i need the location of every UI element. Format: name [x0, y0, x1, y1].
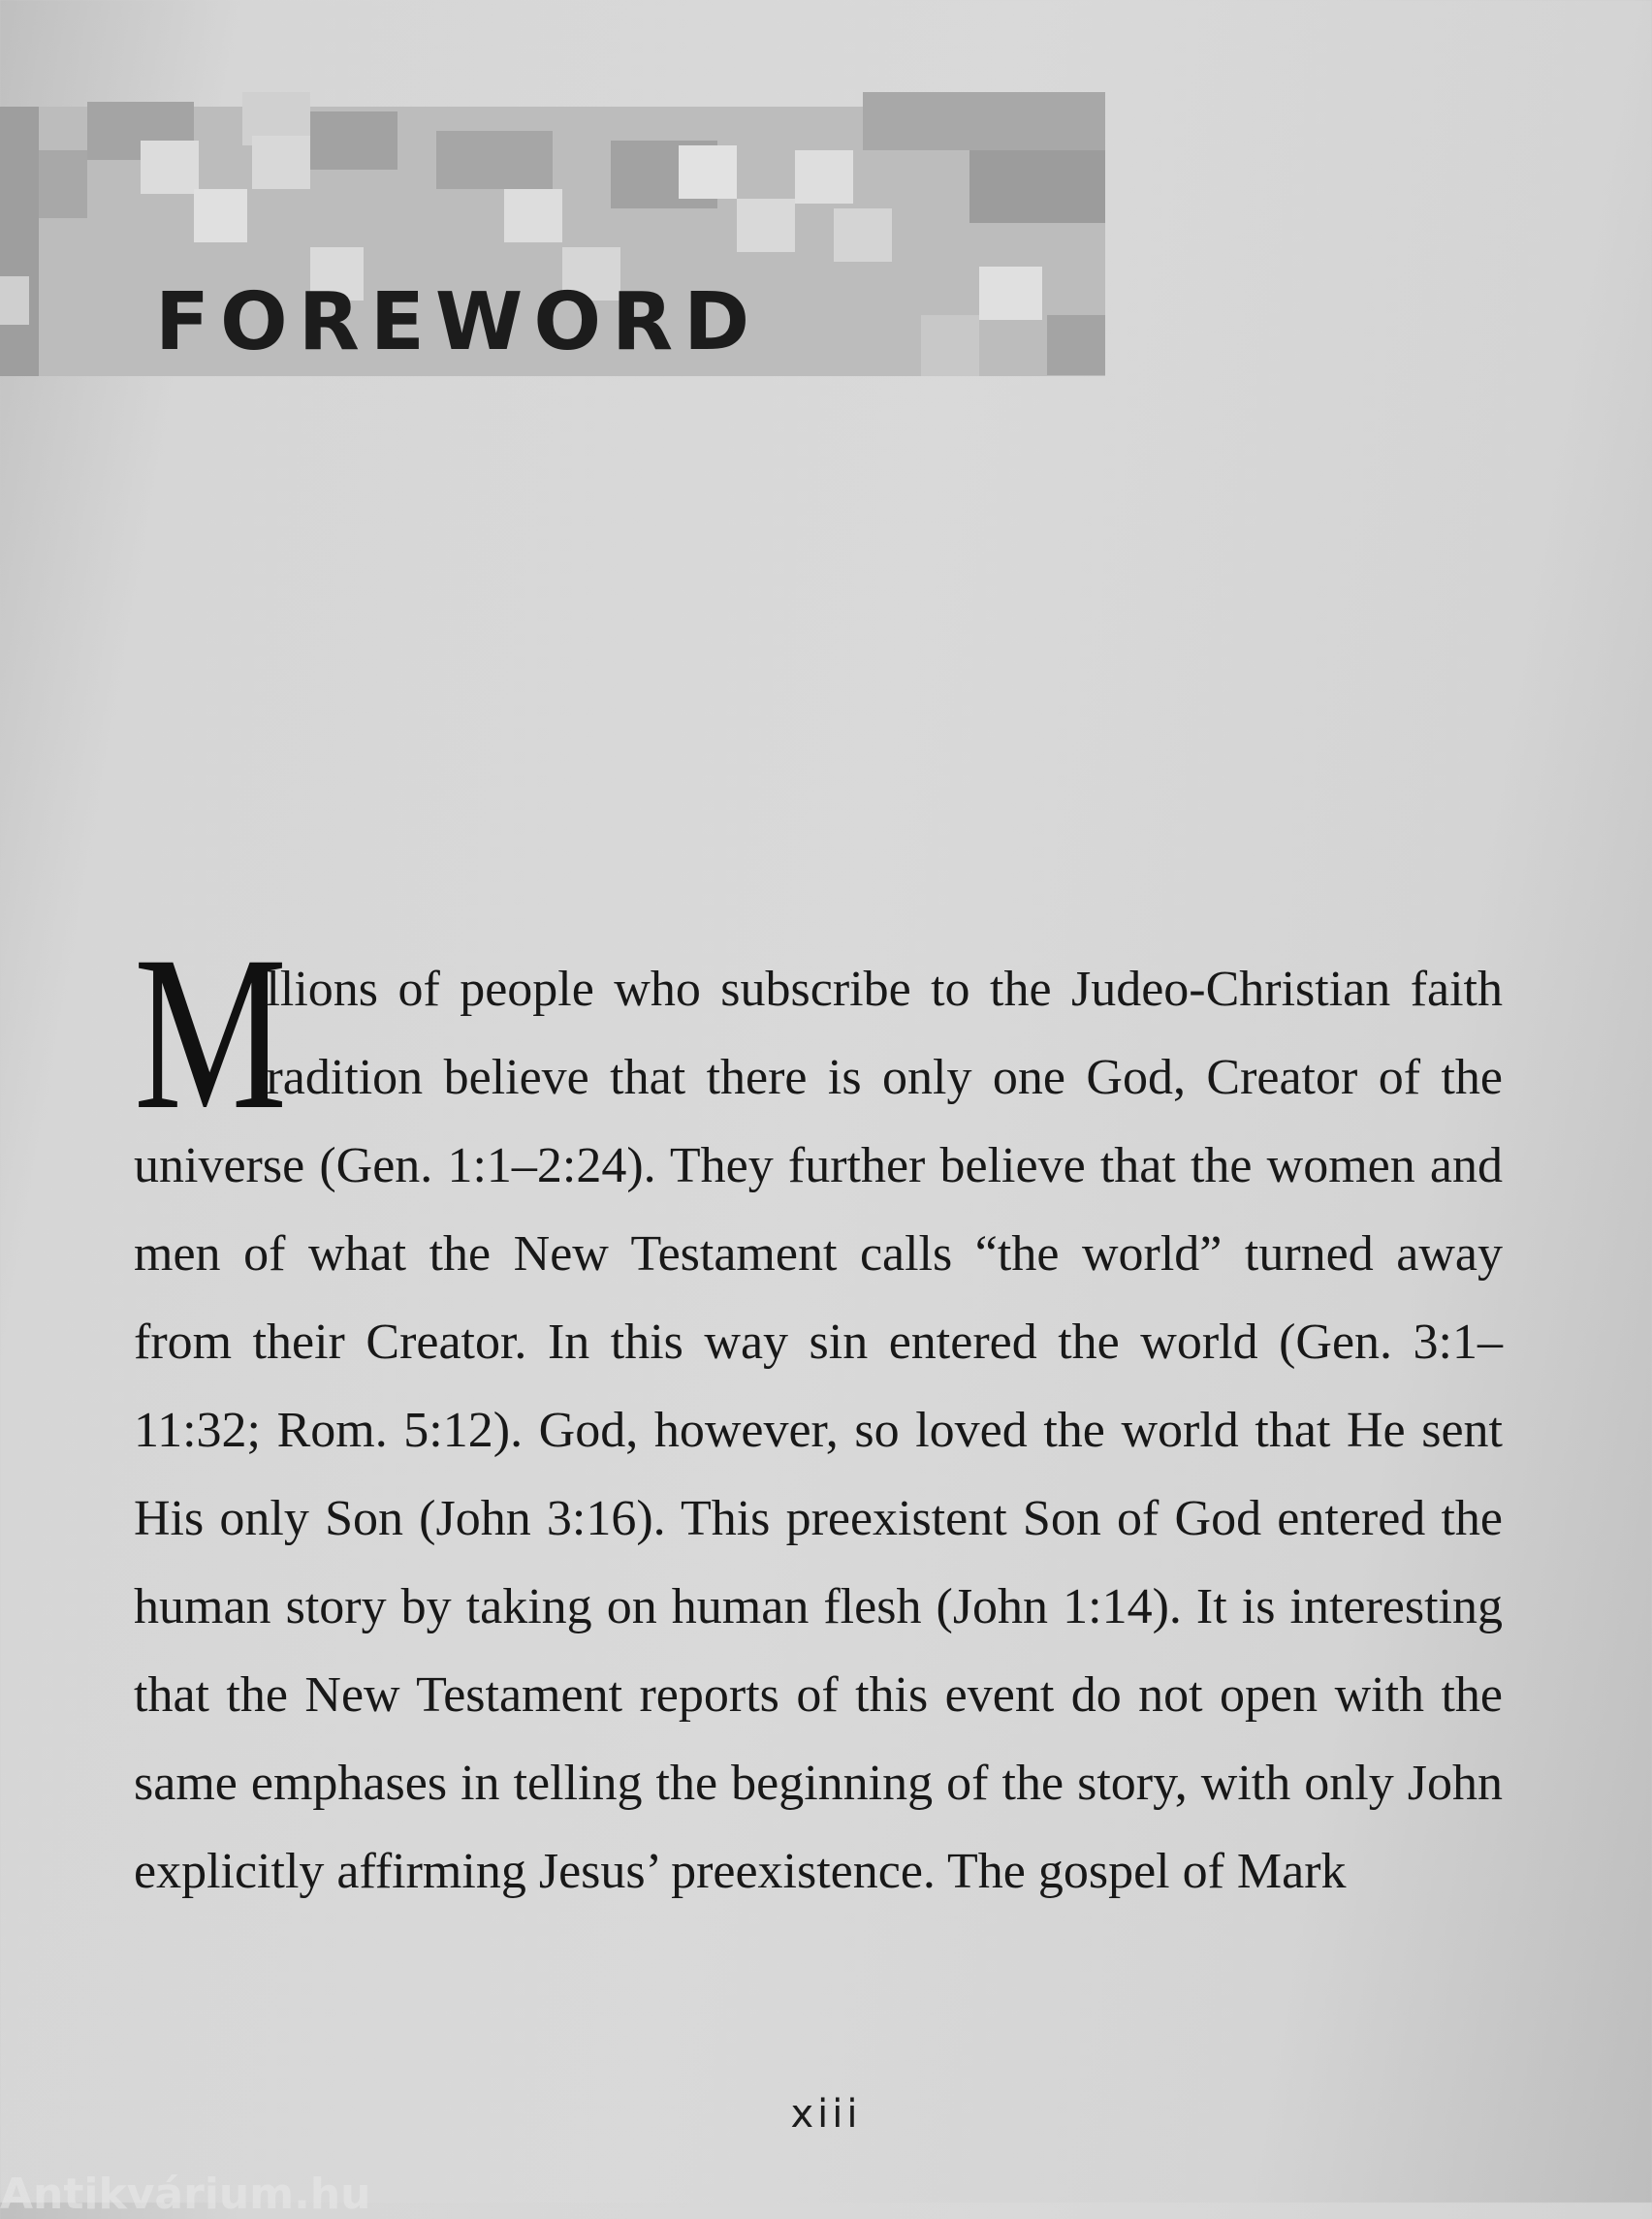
body-paragraph — [134, 911, 1503, 1916]
paragraph-text: illions of people who subscribe to the Judeo-Christian faith tradition believe that there is only one God, Creator of the universe (Gen. 1:1–2:24). They further believe that the women and men of what the New Testament calls “the world” turned away from their Creator. In this way sin entered the world (Gen. 3:1–11:32; Rom. 5:12). God, however, so loved the world that He sent His only Son (John 3:16). This preexistent Son of God entered the human story by taking on human flesh (John 1:14). It is interesting that the New Testament reports of this event do not open with the same emphases in telling the beginning of the story, with only John explicitly affirming Jesus’ preexistence. The gospel of Mark — [134, 962, 1503, 1899]
page-title: FOREWORD — [155, 276, 761, 368]
page-number: xiii — [790, 2092, 862, 2137]
drop-cap: M — [134, 911, 288, 1156]
watermark: Antikvárium.hu — [0, 2170, 371, 2219]
